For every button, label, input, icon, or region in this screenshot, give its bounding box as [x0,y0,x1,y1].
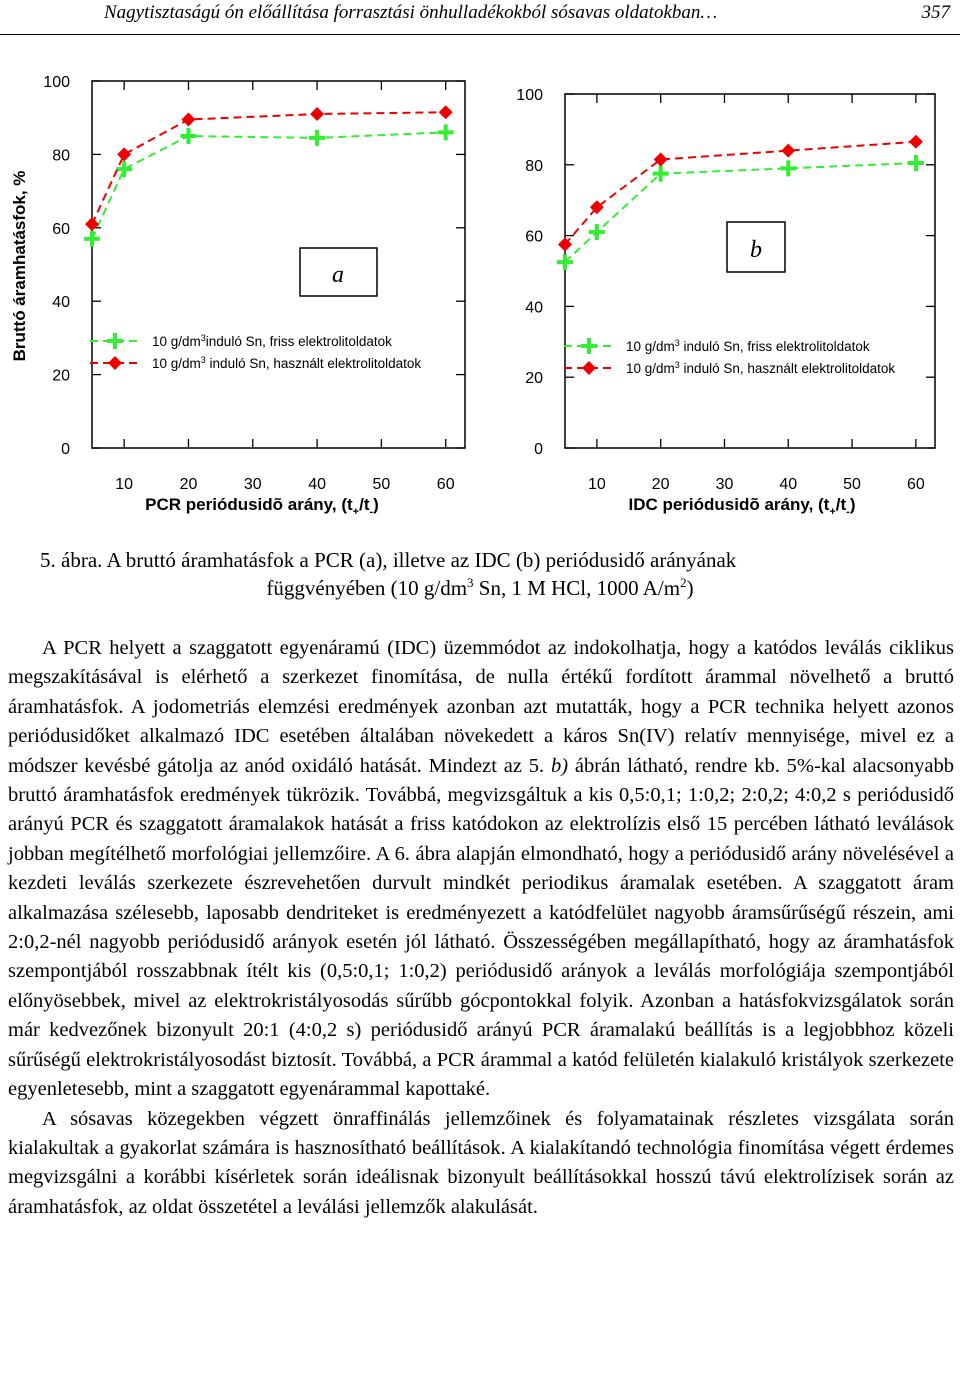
legend-label: 10 $g/dm^3$ induló Sn, használt elektrolitoldatok [626,360,896,376]
x-axis-title: IDC periódusidõ arány, $(t_+/t_-)$ [628,495,856,518]
y-tick-label: 40 [525,299,543,317]
y-tick-label: 60 [52,220,70,238]
axes [92,81,465,448]
x-tick-label: 40 [308,476,326,493]
paragraph: A PCR helyett a szaggatott egyenáramú (IDC) üzemmódot az indokolhatja, hogy a katódos leválás ciklikus megszakításával is elérhető a szerkezet finomítása, de nulla értékű fordított árammal növelhető a bruttó áramhatásfok. A jodometriás elemzési eredmények azonban azt mutatták, hogy a PCR technika helyett azonos periódusidőket alkalmazó IDC esetében általában növekedett a káros Sn(IV) relatív mennyisége, mivel ez a módszer kevésbé gátolja az anód oxidáló hatását. Mindezt az 5. b) ábrán látható, rendre kb. 5%-kal alacsonyabb bruttó áramhatásfok eredmények tükrözik. Továbbá, megvizsgáltuk a kis 0,5:0,1; 1:0,2; 2:0,2; 4:0,2 s periódusidő arányú PCR és szaggatott áramalakok hatását a friss katódokon az elektrolízis első 15 percében látható leválások jobban megítélhető morfológiai jellemzőire. A 6. ábra alapján elmondható, hogy a periódusidő arány növelésével a kezdeti leválás szerkezete észrevehetően durvult mindkét periodikus áramalak esetében. A szaggatott áram alkalmazása szélesebb, laposabb dendriteket is eredményezett a katódfelület nagyobb áramsűrűségű részein, ami 2:0,2-nél nagyobb periódusidő arányok esetén jól látható. Összességében megállapítható, hogy az áramhatásfok szempontjából rosszabbnak ítélt kis (0,5:0,1; 1:0,2) periódusidő arányok a leválás morfológiája szempontjából előnyösebbek, mivel az elektrokristályosodás sűrűbb gócpontokkal folyik. Azonban a hatásfokvizsgálatok során már kedvezőnek bizonyult 20:1 (4:0,2 s) periódusidő arányú PCR áramalakú beállítás is a legjobbhoz közeli sűrűségű elektrokristályosodást biztosít. Továbbá, a PCR árammal a katód felületén kialakuló kristályok szerkezete egyenletesebb, mint a szaggatott egyenárammal kapottaké. [8,637,954,1101]
series-line [92,112,446,224]
series-group [557,135,924,270]
data-point-diamond [108,356,122,370]
caption-line-2: függvényében (10 $g/dm^3$ Sn, 1 M HCl, 1000 $A/m^2$) [266,575,694,600]
data-point-diamond [117,147,131,161]
axes [565,94,935,448]
data-point-diamond [310,107,324,121]
x-tick-label: 60 [436,476,455,493]
data-point-plus [581,338,597,354]
y-tick-label: 20 [525,370,543,388]
x-axis-title: PCR periódusidõ arány, $(t_+/t_-)$ [145,495,379,518]
x-tick-label: 10 [587,476,606,493]
x-tick-label: 10 [115,476,134,493]
running-title: Nagytisztaságú ón előállítása forrasztási önhulladékokból sósavas oldatokban… [104,2,718,23]
x-tick-label: 30 [243,476,262,493]
figure-caption [0,546,960,602]
data-point-plus [908,155,924,171]
legend-label: 10 $g/dm^3induló$ Sn, friss elektrolitoldatok [152,333,392,349]
series-line [565,163,916,262]
plot-frame [92,81,465,448]
legend-item [90,333,392,349]
chart-a [0,50,480,530]
legend [564,338,895,376]
legend-item [90,355,421,371]
paragraph: A sósavas közegekben végzett önraffinálás jellemzőinek és folyamatainak részletes vizsgálata során kialakultak a gyakorlat számára is hasznosítható beállítások. A kialakítandó technológia finomítása végett érdemes megvizsgálni a korábbi kísérletek során ideálisnak bizonyult beállításokkal hosszú távú elektrolízisek során az áramhatásfok, az oldat összetétel a leválási jellemzők alakulását. [8,1107,954,1218]
data-point-diamond [909,135,923,149]
y-tick-label: 80 [52,147,70,165]
data-point-plus [438,124,454,140]
caption-line-1 [0,546,960,574]
caption-text-1: A bruttó áramhatásfok a PCR (a), illetve az IDC (b) periódusidő arányának [106,548,737,572]
data-point-plus [180,128,196,144]
body-text [8,634,954,1222]
x-tick-label: 50 [843,476,861,493]
panel-label: a [332,262,344,288]
y-tick-label: 0 [61,441,70,458]
caption-label: 5. ábra. [40,548,103,572]
data-point-diamond [439,105,453,119]
legend-item [564,338,870,354]
y-tick-labels [43,74,70,458]
y-tick-label: 100 [516,87,543,104]
x-tick-labels [115,476,454,493]
data-point-plus [116,161,132,177]
y-tick-label: 80 [525,157,543,175]
y-tick-label: 60 [525,228,543,246]
data-point-diamond [582,361,596,375]
running-header [0,0,960,30]
legend-item [564,360,895,376]
x-tick-label: 20 [651,476,670,493]
data-point-plus [589,224,605,240]
data-point-plus [107,333,123,349]
legend-label: 10 $g/dm^3$ induló Sn, friss elektrolitoldatok [626,338,870,354]
y-tick-labels [516,87,543,458]
series-group [84,105,454,247]
y-tick-label: 40 [52,294,70,312]
y-tick-label: 0 [534,441,543,458]
data-point-plus [780,160,796,176]
series-line [92,132,446,238]
x-tick-labels [588,476,925,493]
header-rule [0,34,960,35]
data-point-diamond [85,217,99,231]
page-number: 357 [921,2,950,23]
x-tick-label: 30 [715,476,734,493]
y-tick-label: 100 [43,74,70,91]
x-tick-label: 20 [179,476,198,493]
plot-frame [565,94,935,448]
x-tick-label: 60 [906,476,925,493]
chart-b [480,50,960,530]
data-point-diamond [781,144,795,158]
legend-label: 10 $g/dm^3$ induló Sn, használt elektrolitoldatok [152,355,422,371]
legend [90,333,421,371]
data-point-plus [84,231,100,247]
data-point-plus [309,130,325,146]
x-tick-label: 40 [779,476,798,493]
y-tick-label: 20 [52,367,70,385]
x-tick-label: 50 [372,476,391,493]
data-point-diamond [181,113,195,127]
y-axis-title: Bruttó áramhatásfok, % [10,170,29,362]
panel-label: b [750,237,762,263]
series-line [565,142,916,245]
